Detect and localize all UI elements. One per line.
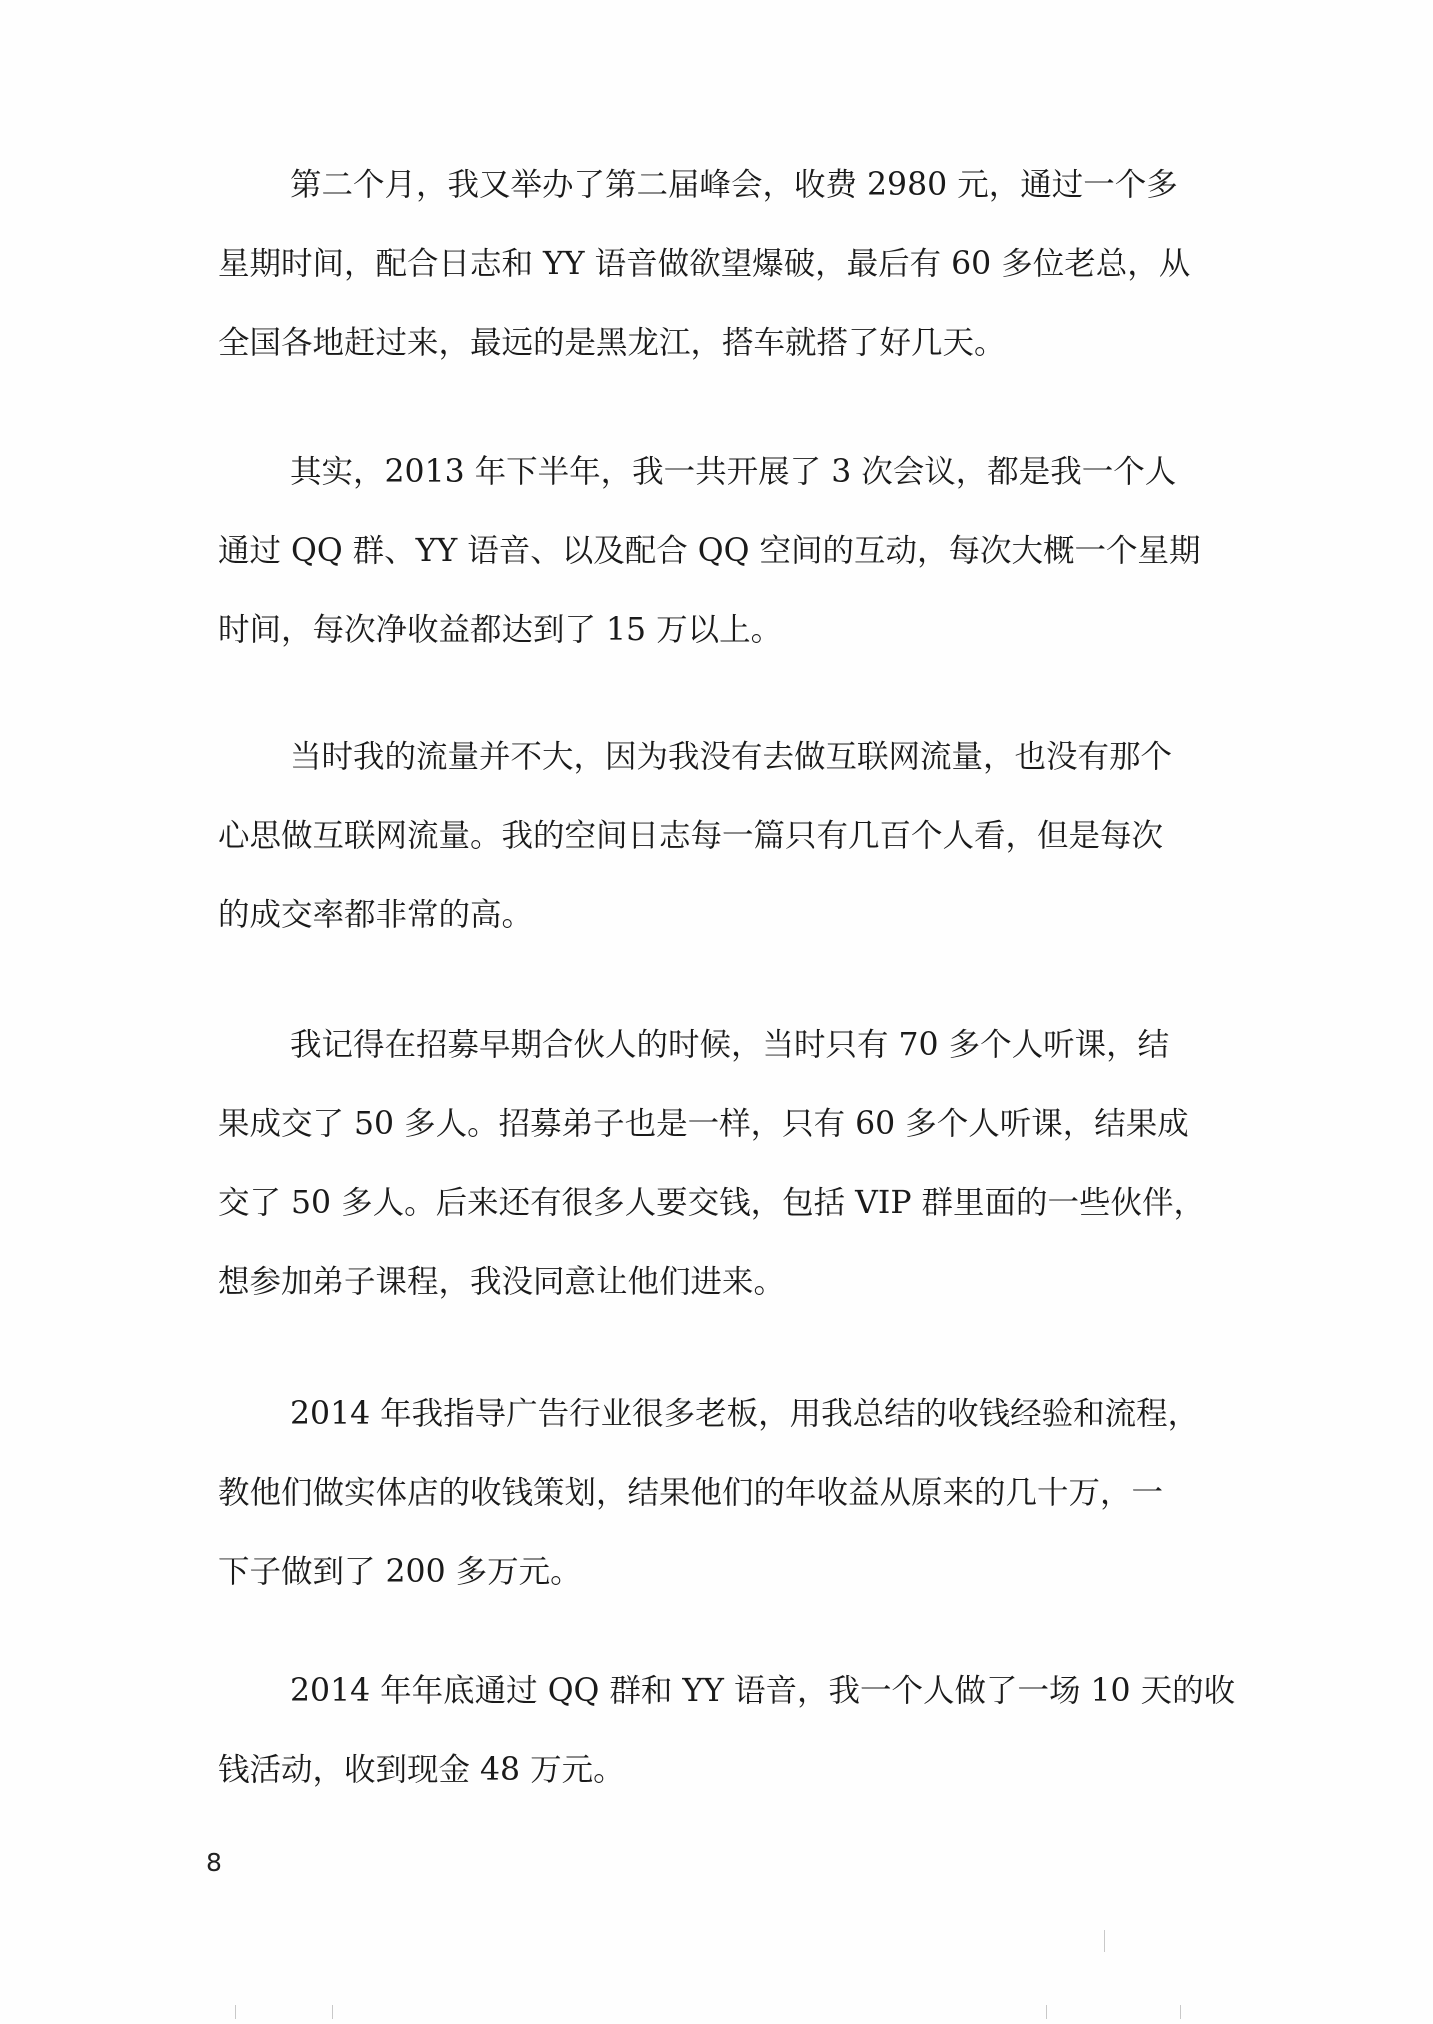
paragraph-traffic bbox=[218, 718, 1233, 955]
paragraph-line: 的成交率都非常的高。 bbox=[218, 897, 534, 933]
paragraph-line: 全国各地赶过来，最远的是黑龙江，搭车就搭了好几天。 bbox=[218, 325, 1006, 361]
paragraph-line: 时间，每次净收益都达到了 15 万以上。 bbox=[218, 612, 783, 648]
paragraph-recruiting bbox=[218, 1006, 1233, 1322]
paragraph-line: 当时我的流量并不大，因为我没有去做互联网流量，也没有那个 bbox=[290, 739, 1173, 775]
scan-artifact bbox=[1104, 1930, 1105, 1952]
paragraph-line: 其实，2013 年下半年，我一共开展了 3 次会议，都是我一个人 bbox=[290, 454, 1177, 490]
paragraph-second-summit bbox=[218, 146, 1233, 383]
paragraph-line: 钱活动，收到现金 48 万元。 bbox=[218, 1752, 625, 1788]
paragraph-line: 2014 年年底通过 QQ 群和 YY 语音，我一个人做了一场 10 天的收 bbox=[290, 1673, 1236, 1709]
paragraph-line: 果成交了 50 多人。招募弟子也是一样，只有 60 多个人听课，结果成 bbox=[218, 1106, 1189, 1142]
paragraph-2014-year-end bbox=[218, 1652, 1236, 1810]
scan-artifact bbox=[1180, 2005, 1181, 2019]
paragraph-line: 我记得在招募早期合伙人的时候，当时只有 70 多个人听课，结 bbox=[290, 1027, 1170, 1063]
paragraph-line: 教他们做实体店的收钱策划，结果他们的年收益从原来的几十万，一 bbox=[218, 1475, 1164, 1511]
paragraph-line: 下子做到了 200 多万元。 bbox=[218, 1554, 582, 1590]
paragraph-line: 心思做互联网流量。我的空间日志每一篇只有几百个人看，但是每次 bbox=[218, 818, 1164, 854]
page-number: 8 bbox=[206, 1848, 222, 1877]
paragraph-line: 想参加弟子课程，我没同意让他们进来。 bbox=[218, 1264, 786, 1300]
scan-artifact bbox=[235, 2005, 236, 2019]
scan-artifact bbox=[1046, 2005, 1047, 2019]
paragraph-line: 通过 QQ 群、YY 语音、以及配合 QQ 空间的互动，每次大概一个星期 bbox=[218, 533, 1201, 569]
paragraph-line: 星期时间，配合日志和 YY 语音做欲望爆破，最后有 60 多位老总，从 bbox=[218, 246, 1191, 282]
paragraph-line: 第二个月，我又举办了第二届峰会，收费 2980 元，通过一个多 bbox=[290, 167, 1178, 203]
paragraph-line: 交了 50 多人。后来还有很多人要交钱，包括 VIP 群里面的一些伙伴， bbox=[218, 1185, 1206, 1221]
paragraph-2013-meetings bbox=[218, 433, 1233, 670]
paragraph-2014-advertising bbox=[218, 1375, 1233, 1612]
paragraph-line: 2014 年我指导广告行业很多老板，用我总结的收钱经验和流程， bbox=[290, 1396, 1200, 1432]
scan-artifact bbox=[332, 2005, 333, 2019]
